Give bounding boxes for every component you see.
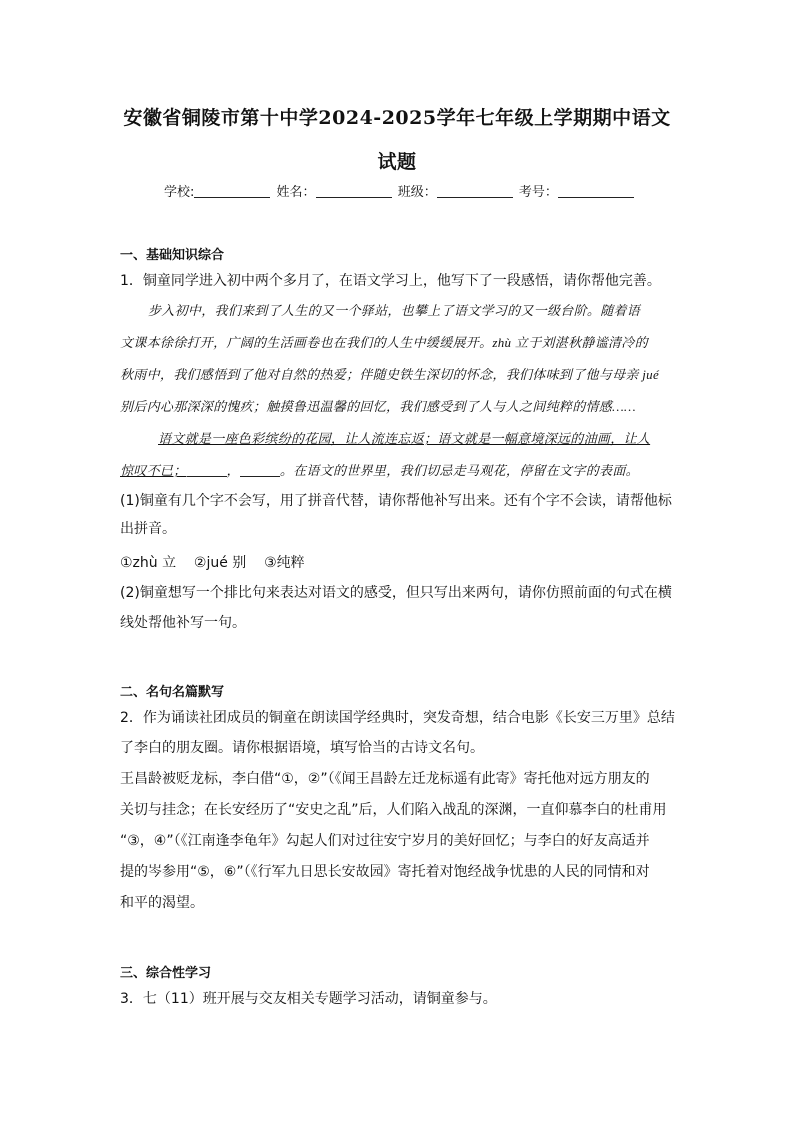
- section-heading-3: 三、综合性学习: [120, 966, 212, 981]
- passage-line: 步入初中，我们来到了人生的又一个驿站，也攀上了语文学习的又一级台阶。随着语: [148, 303, 641, 318]
- page-title-cont: 试题: [377, 151, 417, 173]
- number-label: 考号：: [518, 185, 558, 200]
- question-2-line: 提的岑参用“⑤，⑥”（《行军九日思长安故园》寄托着对饱经战争忧患的人民的同情和对: [120, 864, 650, 880]
- passage-fill-line: [120, 460, 676, 479]
- subquestion-1: (1)铜童有几个字不会写，用了拼音代替，请你帮他补写出来。还有个字不会读，请帮他标: [120, 493, 672, 509]
- answer-blank-2[interactable]: [240, 465, 280, 477]
- name-label: 姓名：: [276, 185, 316, 200]
- page-title: 安徽省铜陵市第十中学2024-2025学年七年级上学期期中语文: [123, 107, 671, 129]
- class-blank[interactable]: [437, 185, 513, 198]
- question-2-line: 和平的渴望。: [120, 895, 204, 911]
- question-2-line: 了李白的朋友圈。请你根据语境，填写恰当的古诗文名句。: [120, 740, 484, 756]
- question-2-line: 王昌龄被贬龙标，李白借“①，②”（《闻王昌龄左迁龙标遥有此寄》寄托他对远方朋友的: [120, 771, 650, 787]
- name-blank[interactable]: [316, 185, 392, 198]
- option-3: ③纯粹: [264, 555, 305, 571]
- option-1: ①zhù 立: [120, 555, 177, 571]
- passage-underlined-end: 惊叹不已；: [120, 463, 187, 478]
- question-3: 3．七（11）班开展与交友相关专题学习活动，请铜童参与。: [120, 991, 497, 1007]
- passage-line: 文课本徐徐打开，广阔的生活画卷也在我们的人生中缓缓展开。zhù 立于刘湛秋静谧清冷的: [120, 335, 648, 350]
- passage-comma: ，: [226, 463, 240, 478]
- number-blank[interactable]: [558, 185, 634, 198]
- question-2-line: “③，④”（《江南逢李龟年》勾起人们对过往安宁岁月的美好回忆；与李白的好友高适并: [120, 833, 650, 849]
- subquestion-1-cont: 出拼音。: [120, 521, 176, 537]
- passage-end: 。在语文的世界里，我们切忌走马观花，停留在文字的表面。: [279, 463, 639, 478]
- passage-underlined: 语文就是一座色彩缤纷的花园，让人流连忘返；语文就是一幅意境深远的油画，让人: [158, 431, 651, 446]
- question-1: 1．铜童同学进入初中两个多月了，在语文学习上，他写下了一段感悟，请你帮他完善。: [120, 273, 661, 289]
- question-2-line: 关切与挂念；在长安经历了“安史之乱”后，人们陷入战乱的深渊，一直仰慕李白的杜甫用: [120, 802, 667, 818]
- subquestion-2-cont: 线处帮他补写一句。: [120, 615, 246, 631]
- section-heading-1: 一、基础知识综合: [120, 248, 225, 263]
- student-info-row: [164, 181, 636, 200]
- subquestion-2: (2)铜童想写一个排比句来表达对语文的感受，但只写出来两句，请你仿照前面的句式在横: [120, 585, 672, 601]
- question-2-line: 2．作为诵读社团成员的铜童在朗读国学经典时，突发奇想，结合电影《长安三万里》总结: [120, 710, 675, 726]
- passage-line: 别后内心那深深的愧疚；触摸鲁迅温馨的回忆，我们感受到了人与人之间纯粹的情感……: [120, 399, 636, 414]
- options-row: [120, 552, 676, 572]
- section-heading-2: 二、名句名篇默写: [120, 685, 225, 700]
- passage-line: 秋雨中，我们感悟到了他对自然的热爱；伴随史铁生深切的怀念，我们体味到了他与母亲 jué: [120, 367, 660, 382]
- option-2: ②jué 别: [193, 555, 247, 571]
- school-label: 学校:: [164, 185, 195, 200]
- answer-blank-1[interactable]: [187, 465, 227, 477]
- class-label: 班级：: [397, 185, 437, 200]
- school-blank[interactable]: [194, 185, 270, 198]
